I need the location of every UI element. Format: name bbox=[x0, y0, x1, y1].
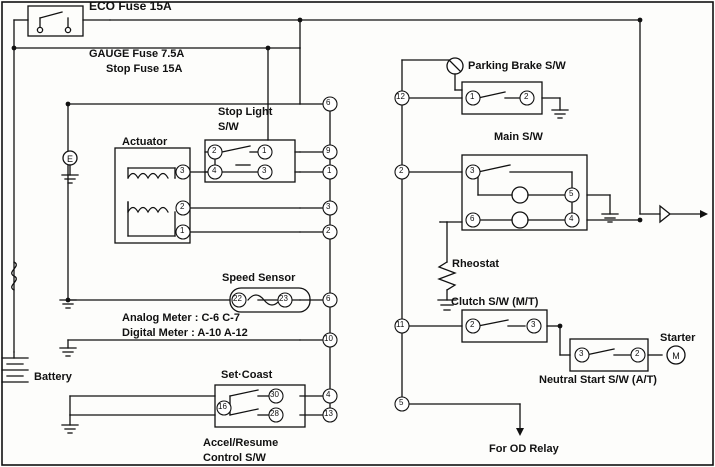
starter-label: Starter bbox=[660, 332, 696, 344]
speed-sensor-label: Speed Sensor bbox=[222, 272, 296, 284]
for-od-relay-label: For OD Relay bbox=[489, 443, 559, 455]
node-num-clutch-2: 2 bbox=[470, 320, 475, 329]
accel-resume-label-line1: Accel/Resume bbox=[203, 437, 279, 449]
node-num-mainsw-3a: 3 bbox=[470, 166, 475, 175]
node-num-4a: 4 bbox=[326, 390, 331, 399]
accel-resume-label-line2: Control S/W bbox=[203, 452, 266, 464]
gauge-fuse-label: GAUGE Fuse 7.5A bbox=[89, 48, 185, 60]
node-num-actuator-2: 2 bbox=[180, 202, 185, 211]
node-num-stoplight-4: 4 bbox=[212, 166, 217, 175]
node-num-mainsw-4: 4 bbox=[569, 214, 574, 223]
svg-text:E: E bbox=[66, 154, 74, 164]
node-num-1a: 1 bbox=[327, 166, 332, 175]
node-num-setcoast-16: 16 bbox=[218, 402, 227, 411]
node-num-pbrake-1: 1 bbox=[470, 92, 475, 101]
node-num-mainsw-6: 6 bbox=[470, 214, 475, 223]
node-num-9: 9 bbox=[326, 146, 331, 155]
clutch-switch-label: Clutch S/W (M/T) bbox=[451, 296, 539, 308]
node-num-speed-23: 23 bbox=[279, 294, 288, 303]
node-num-6b: 6 bbox=[326, 294, 331, 303]
node-num-setcoast-28: 28 bbox=[270, 409, 279, 418]
set-coast-label: Set·Coast bbox=[221, 369, 273, 381]
neutral-start-switch-label: Neutral Start S/W (A/T) bbox=[539, 374, 657, 386]
node-num-5a: 5 bbox=[399, 398, 404, 407]
svg-text:M: M bbox=[672, 351, 680, 361]
node-num-2a: 2 bbox=[326, 226, 331, 235]
node-num-2b: 2 bbox=[399, 166, 404, 175]
node-num-clutch-3: 3 bbox=[531, 320, 536, 329]
stop-light-switch-label-line2: S/W bbox=[218, 121, 239, 133]
node-num-11: 11 bbox=[396, 320, 405, 329]
node-num-13: 13 bbox=[324, 409, 333, 418]
analog-meter-label: Analog Meter : C-6 C-7 bbox=[122, 312, 240, 324]
stop-light-switch-label-line1: Stop Light bbox=[218, 106, 273, 118]
node-num-stoplight-3: 3 bbox=[262, 166, 267, 175]
node-num-stoplight-1: 1 bbox=[262, 146, 267, 155]
main-switch-label: Main S/W bbox=[494, 131, 543, 143]
parking-brake-switch-label: Parking Brake S/W bbox=[468, 60, 566, 72]
node-num-stoplight-2: 2 bbox=[212, 146, 217, 155]
node-num-10: 10 bbox=[324, 334, 333, 343]
node-num-pbrake-2: 2 bbox=[524, 92, 529, 101]
node-num-3a: 3 bbox=[326, 202, 331, 211]
node-num-mainsw-5: 5 bbox=[569, 189, 574, 198]
node-num-setcoast-30: 30 bbox=[270, 390, 279, 399]
battery-label: Battery bbox=[34, 371, 72, 383]
node-num-actuator-1: 1 bbox=[180, 226, 185, 235]
digital-meter-label: Digital Meter : A-10 A-12 bbox=[122, 327, 248, 339]
node-num-6a: 6 bbox=[326, 98, 331, 107]
actuator-label: Actuator bbox=[122, 136, 168, 148]
node-num-neutral-2: 2 bbox=[635, 349, 640, 358]
node-num-12: 12 bbox=[396, 92, 405, 101]
node-num-actuator-3: 3 bbox=[180, 166, 185, 175]
eco-fuse-label: ECO Fuse 15A bbox=[89, 0, 172, 13]
node-num-neutral-3: 3 bbox=[579, 349, 584, 358]
rheostat-label: Rheostat bbox=[452, 258, 500, 270]
node-num-speed-22: 22 bbox=[233, 294, 242, 303]
stop-fuse-label: Stop Fuse 15A bbox=[106, 63, 183, 75]
